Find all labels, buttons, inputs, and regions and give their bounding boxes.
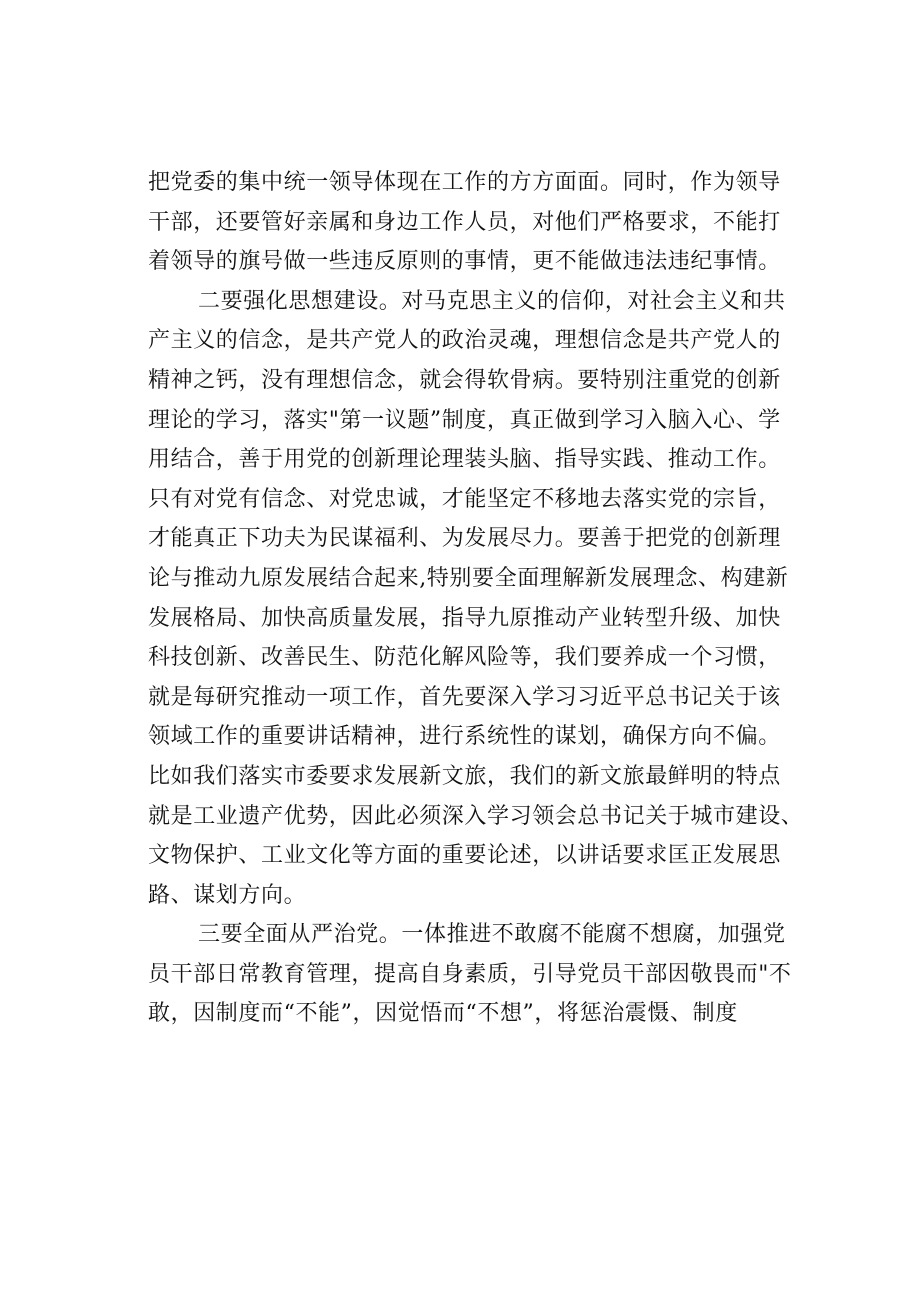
text-line: 文物保护、工业文化等方面的重要论述，以讲话要求匡正发展思 — [148, 843, 781, 869]
text-line: 领域工作的重要讲话精神，进行系统性的谋划，确保方向不偏。 — [148, 724, 781, 750]
text-line: 就是每研究推动一项工作，首先要深入学习习近平总书记关于该 — [148, 684, 781, 710]
text-line: 精神之钙，没有理想信念，就会得软骨病。要特别注重党的创新 — [148, 367, 781, 393]
text-line: 员干部日常教育管理，提高自身素质，引导党员干部因敬畏而"不 — [148, 961, 792, 987]
text-line: 理论的学习，落实"第一议题”制度，真正做到学习入脑入心、学 — [148, 407, 781, 433]
text-line: 敢，因制度而“不能”，因觉悟而“不想”，将惩治震慑、制度 — [148, 1001, 738, 1027]
text-line: 把党委的集中统一领导体现在工作的方方面面。同时，作为领导 — [148, 170, 781, 195]
text-line: 干部，还要管好亲属和身边工作人员，对他们严格要求，不能打 — [148, 209, 781, 235]
text-line: 就是工业遗产优势，因此必须深入学习领会总书记关于城市建设、 — [148, 803, 804, 829]
text-line: 二要强化思想建设。对马克思主义的信仰，对社会主义和共 — [198, 288, 786, 314]
text-line: 科技创新、改善民生、防范化解风险等，我们要养成一个习惯， — [148, 645, 781, 671]
text-line: 论与推动九原发展结合起来,特别要全面理解新发展理念、构建新 — [148, 565, 789, 591]
text-line: 比如我们落实市委要求发展新文旅，我们的新文旅最鲜明的特点 — [148, 763, 781, 789]
text-line: 三要全面从严治党。一体推进不敢腐不能腐不想腐，加强党 — [198, 922, 786, 948]
text-line: 用结合，善于用党的创新理论理装头脑、指导实践、推动工作。 — [148, 447, 781, 473]
body-text — [148, 163, 828, 1034]
text-line: 只有对党有信念、对党忠诚，才能坚定不移地去落实党的宗旨， — [148, 486, 781, 512]
text-line: 路、谋划方向。 — [148, 882, 307, 908]
text-line: 着领导的旗号做一些违反原则的事情，更不能做违法违纪事情。 — [148, 249, 781, 275]
text-line: 产主义的信念，是共产党人的政治灵魂，理想信念是共产党人的 — [148, 328, 781, 354]
text-line: 才能真正下功夫为民谋福利、为发展尽力。要善于把党的创新理 — [148, 526, 781, 552]
text-line: 发展格局、加快高质量发展，指导九原推动产业转型升级、加快 — [148, 605, 781, 631]
